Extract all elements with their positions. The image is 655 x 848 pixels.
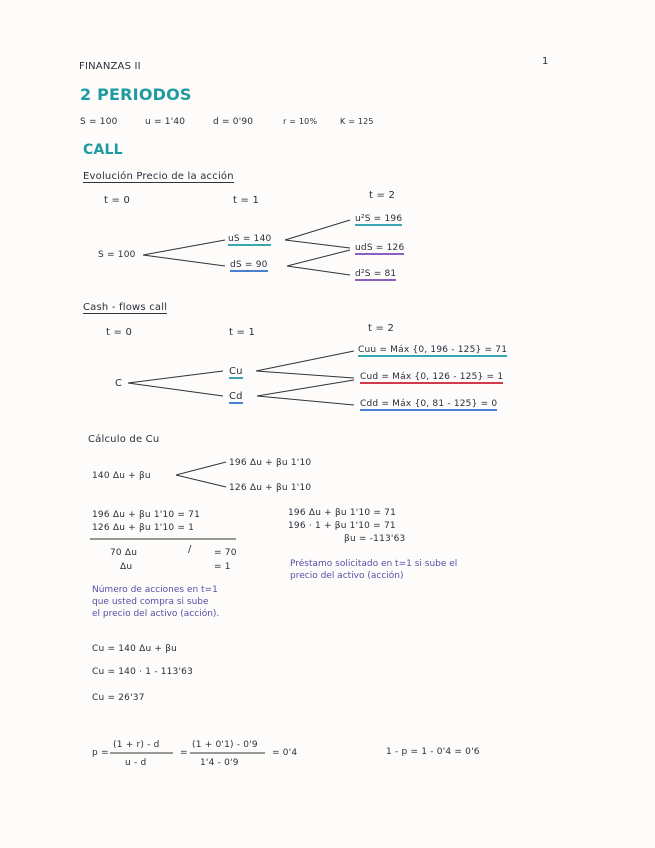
branch-line: [256, 351, 354, 371]
prob-num2: (1 + 0'1) - 0'9: [192, 740, 258, 750]
note-left-line: que usted compra si sube: [92, 597, 209, 607]
prob-result: = 0'4: [272, 748, 298, 758]
param-s: S = 100: [80, 117, 118, 127]
evo-node-s0: S = 100: [98, 250, 136, 260]
cf-node-cu: Cu: [229, 366, 243, 377]
cu-step-3: Cu = 26'37: [92, 693, 145, 703]
cf-node-cd: Cd: [229, 391, 243, 402]
branch-line: [176, 462, 226, 475]
evo-t1: t = 1: [233, 195, 260, 206]
param-d: d = 0'90: [213, 117, 254, 127]
evo-node-ds: dS = 90: [230, 260, 268, 270]
branch-line: [128, 371, 223, 383]
page-title: 2 PERIODOS: [80, 85, 192, 104]
calc-sub-b: = 70: [214, 548, 237, 558]
branch-line: [257, 380, 354, 396]
cf-node-c: C: [115, 378, 123, 389]
evo-node-us: uS = 140: [228, 234, 272, 244]
prob-label: p =: [92, 748, 109, 758]
cf-t0: t = 0: [106, 327, 133, 338]
branch-line: [143, 240, 225, 255]
prob-eq: =: [180, 748, 188, 758]
branch-line: [176, 475, 226, 487]
calc-heading: Cálculo de Cu: [88, 434, 160, 445]
cu-step-1: Cu = 140 Δu + βu: [92, 644, 178, 654]
branch-line: [128, 383, 223, 396]
cashflows-heading: Cash - flows call: [83, 302, 168, 313]
note-left-line: Número de acciones en t=1: [92, 585, 218, 595]
branch-line: [257, 396, 354, 405]
evolution-heading: Evolución Precio de la acción: [83, 171, 234, 182]
prob-den1: u - d: [125, 758, 147, 768]
branch-line: [287, 266, 350, 275]
evo-node-uds: udS = 126: [355, 243, 405, 253]
evo-node-uus: u²S = 196: [355, 214, 403, 224]
calc-root: 140 Δu + βu: [92, 471, 151, 481]
calc-r2: 196 · 1 + βu 1'10 = 71: [288, 521, 396, 531]
cf-t1: t = 1: [229, 327, 256, 338]
calc-up: 196 Δu + βu 1'10: [229, 458, 312, 468]
note-right-line: precio del activo (acción): [290, 571, 404, 581]
calc-eq1: 196 Δu + βu 1'10 = 71: [92, 510, 201, 520]
branch-line: [285, 220, 350, 240]
param-r: r = 10%: [283, 117, 318, 126]
cf-node-cdd: Cdd = Máx {0, 81 - 125} = 0: [360, 399, 498, 409]
evo-node-dds: d²S = 81: [355, 269, 397, 279]
evo-t2: t = 2: [369, 190, 396, 201]
calc-r3: βu = -113'63: [344, 534, 406, 544]
branch-line: [287, 250, 350, 266]
calc-slash: /: [188, 544, 192, 555]
cf-node-cuu: Cuu = Máx {0, 196 - 125} = 71: [358, 345, 508, 355]
calc-sub-d: = 1: [214, 562, 231, 572]
note-right-line: Préstamo solicitado en t=1 si sube el: [290, 559, 458, 569]
param-u: u = 1'40: [145, 117, 186, 127]
cu-step-2: Cu = 140 · 1 - 113'63: [92, 667, 194, 677]
branch-line: [143, 255, 225, 266]
evo-t0: t = 0: [104, 195, 131, 206]
calc-r1: 196 Δu + βu 1'10 = 71: [288, 508, 397, 518]
cf-node-cud: Cud = Máx {0, 126 - 125} = 1: [360, 372, 504, 382]
page-number: 1: [542, 56, 549, 67]
prob-complement: 1 - p = 1 - 0'4 = 0'6: [386, 747, 480, 757]
branch-line: [256, 371, 354, 378]
calc-sub-a: 70 Δu: [110, 548, 138, 558]
calc-down: 126 Δu + βu 1'10: [229, 483, 312, 493]
prob-num1: (1 + r) - d: [113, 740, 160, 750]
note-left-line: el precio del activo (acción).: [92, 609, 220, 619]
subject-label: FINANZAS II: [79, 61, 141, 72]
cf-t2: t = 2: [368, 323, 395, 334]
calc-sub-c: Δu: [120, 562, 133, 572]
prob-den2: 1'4 - 0'9: [200, 758, 239, 768]
param-k: K = 125: [340, 117, 374, 126]
branch-line: [285, 240, 350, 248]
section-call: CALL: [83, 142, 123, 158]
calc-eq2: 126 Δu + βu 1'10 = 1: [92, 523, 195, 533]
